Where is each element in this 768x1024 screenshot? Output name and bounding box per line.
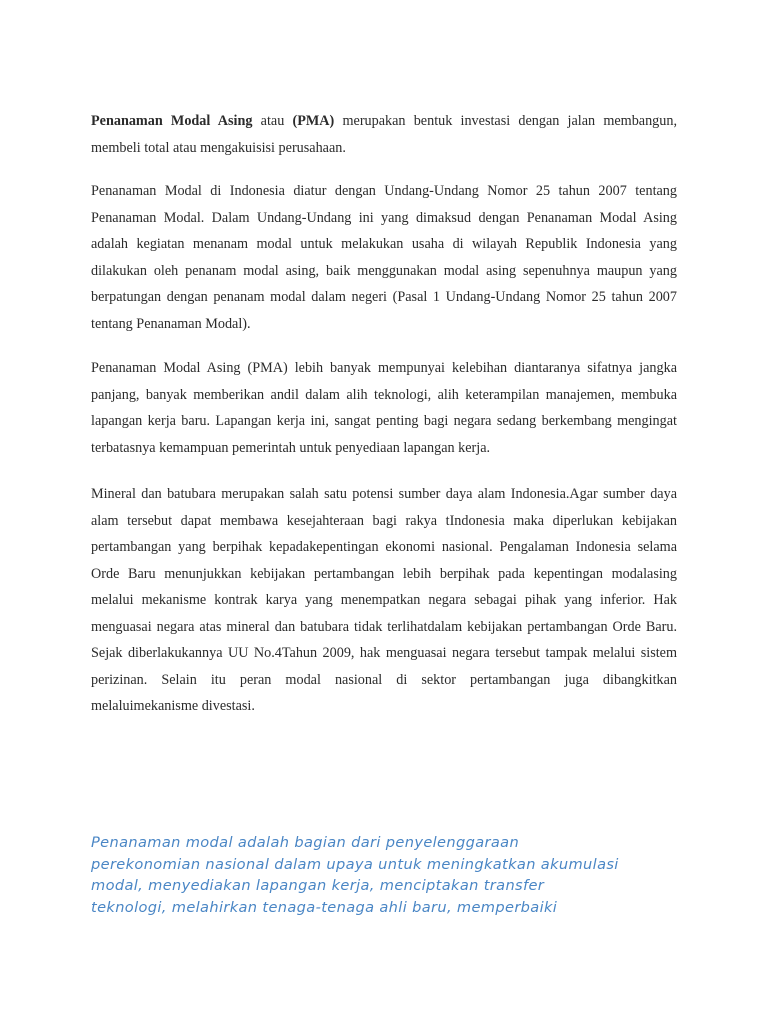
- paragraph-legal-basis: [91, 178, 677, 337]
- paragraph-legal-basis-text: Penanaman Modal di Indonesia diatur dengan Undang-Undang Nomor 25 tahun 2007 tentang Penanaman Modal. Dalam Undang-Undang ini yang dimaksud dengan Penanaman Modal Asing adalah kegiatan menanam modal untuk melakukan usaha di wilayah Republik Indonesia yang dilakukan oleh penanam modal asing, baik menggunakan modal asing sepenuhnya maupun yang berpatungan dengan penanam modal dalam negeri (Pasal 1 Undang-Undang Nomor 25 tahun 2007 tentang Penanaman Modal).: [91, 183, 677, 332]
- paragraph-pma-definition: [91, 108, 677, 161]
- pull-quote-line: teknologi, melahirkan tenaga-tenaga ahli baru, memperbaiki: [91, 898, 558, 916]
- pull-quote: [91, 832, 691, 918]
- pull-quote-line: modal, menyediakan lapangan kerja, menciptakan transfer: [91, 877, 545, 894]
- paragraph-pma-advantages-text: Penanaman Modal Asing (PMA) lebih banyak mempunyai kelebihan diantaranya sifatnya jangka panjang, banyak memberikan andil dalam alih teknologi, alih keterampilan manajemen, membuka lapangan kerja baru. Lapangan kerja ini, sangat penting bagi negara sedang berkembang mengingat terbatasnya kemampuan pemerintah untuk penyediaan lapangan kerja.: [91, 360, 677, 456]
- pull-quote-line: Penanaman modal adalah bagian dari penyelenggaraan: [91, 834, 520, 851]
- paragraph-pma-advantages: [91, 355, 677, 461]
- connector-text: atau: [252, 113, 293, 129]
- paragraph-mineral-coal: [91, 481, 677, 720]
- definition-text: merupakan bentuk investasi dengan jalan membangun, membeli total atau mengakuisisi perusahaan.: [91, 113, 678, 156]
- pull-quote-line: perekonomian nasional dalam upaya untuk meningkatkan akumulasi: [91, 855, 619, 873]
- bold-abbreviation: (PMA): [292, 113, 335, 129]
- paragraph-mineral-coal-text: Mineral dan batubara merupakan salah satu potensi sumber daya alam Indonesia.Agar sumber daya alam tersebut dapat membawa kesejahteraan bagi rakya tIndonesia maka diperlukan kebijakan pertambangan yang berpihak kepadakepentingan ekonomi nasional. Pengalaman Indonesia selama Orde Baru menunjukkan kebijakan pertambangan lebih berpihak pada kepentingan modalasing melalui mekanisme kontrak karya yang menempatkan negara sebagai pihak yang inferior. Hak menguasai negara atas mineral dan batubara tidak terlihatdalam kebijakan pertambangan Orde Baru. Sejak diberlakukannya UU No.4Tahun 2009, hak menguasai negara tersebut tampak melalui sistem perizinan. Selain itu peran modal nasional di sektor pertambangan juga dibangkitkan melaluimekanisme divestasi.: [91, 486, 677, 714]
- bold-term: Penanaman Modal Asing: [91, 113, 253, 129]
